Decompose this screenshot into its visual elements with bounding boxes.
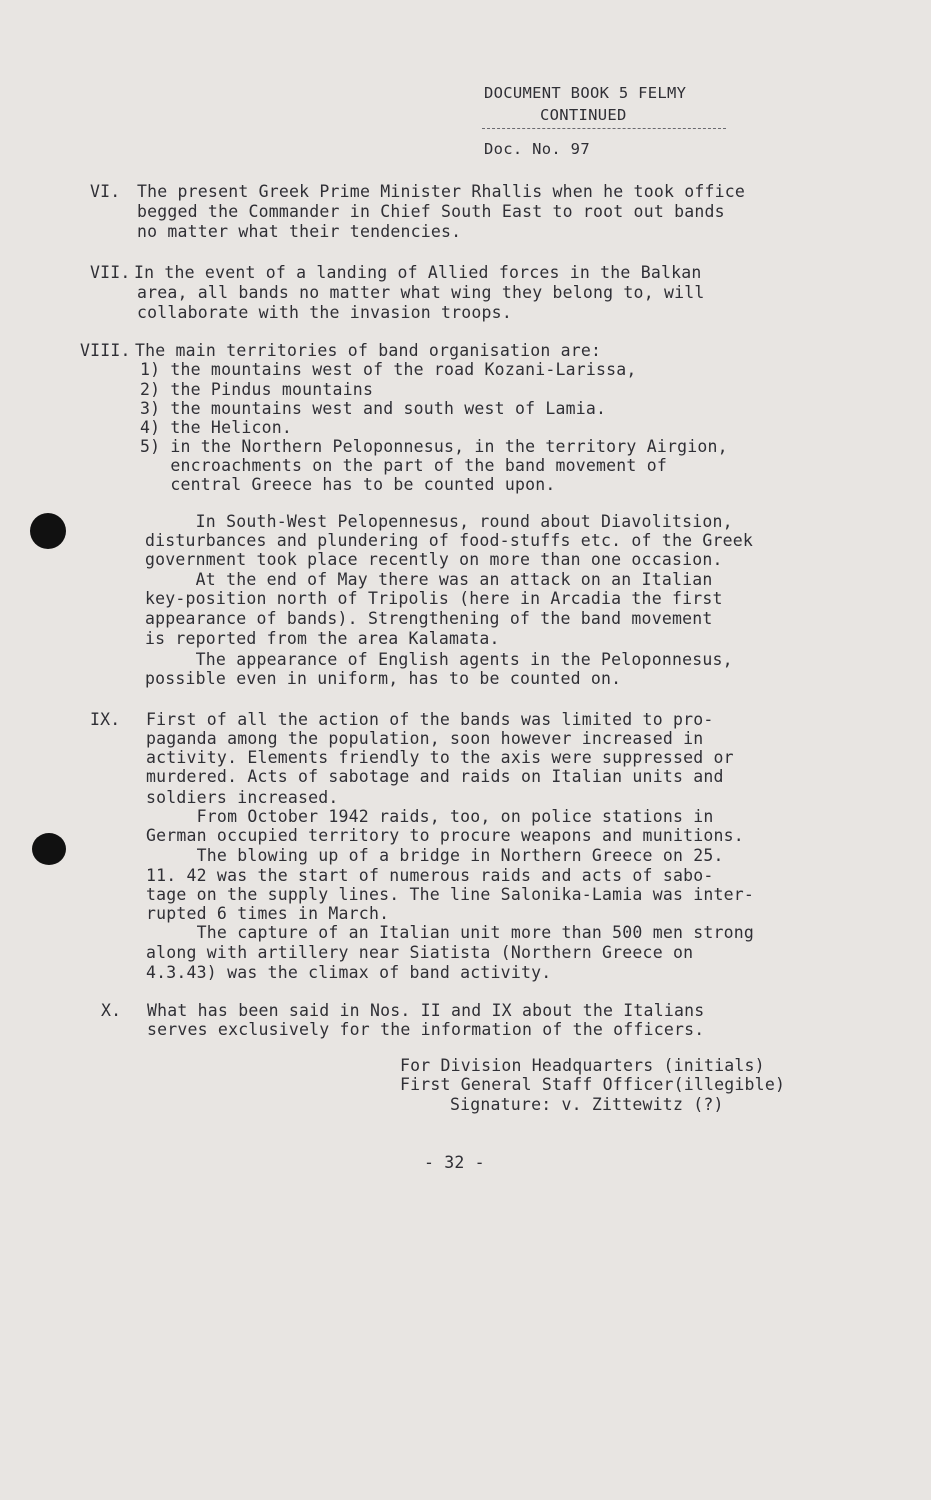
section-ix-line: German occupied territory to procure weapons and munitions. bbox=[146, 826, 744, 845]
peloponnesus-paragraph-line: possible even in uniform, has to be counted on. bbox=[145, 669, 622, 688]
section-ix-line: rupted 6 times in March. bbox=[146, 904, 390, 923]
section-vi-line: no matter what their tendencies. bbox=[137, 222, 462, 241]
section-ix-line: 11. 42 was the start of numerous raids and acts of sabo- bbox=[146, 866, 714, 885]
territory-item: central Greece has to be counted upon. bbox=[140, 475, 556, 494]
section-viii-intro: The main territories of band organisation are: bbox=[135, 341, 602, 360]
section-viii-number: VIII. bbox=[80, 341, 131, 360]
section-vii-number: VII. bbox=[90, 263, 131, 282]
section-ix-line: From October 1942 raids, too, on police stations in bbox=[146, 807, 714, 826]
section-vi-line: The present Greek Prime Minister Rhallis when he took office bbox=[137, 182, 746, 201]
section-ix-line: paganda among the population, soon however increased in bbox=[146, 729, 704, 748]
signature-line: For Division Headquarters (initials) bbox=[400, 1056, 765, 1075]
section-vii-line: In the event of a landing of Allied forces in the Balkan bbox=[134, 263, 702, 282]
section-ix-line: First of all the action of the bands was limited to pro- bbox=[146, 710, 714, 729]
punch-hole-bottom bbox=[32, 833, 66, 865]
section-ix-line: soldiers increased. bbox=[146, 788, 339, 807]
section-x-line: What has been said in Nos. II and IX about the Italians bbox=[147, 1001, 705, 1020]
section-x-number: X. bbox=[101, 1001, 122, 1020]
territory-item: 4) the Helicon. bbox=[140, 418, 293, 437]
section-ix-line: The blowing up of a bridge in Northern Greece on 25. bbox=[146, 846, 724, 865]
page-number: - 32 - bbox=[424, 1153, 485, 1172]
section-vii-line: area, all bands no matter what wing they belong to, will bbox=[137, 283, 705, 302]
continued-label: CONTINUED bbox=[540, 106, 627, 124]
section-vi-line: begged the Commander in Chief South East to root out bands bbox=[137, 202, 725, 221]
section-ix-line: activity. Elements friendly to the axis were suppressed or bbox=[146, 748, 734, 767]
peloponnesus-paragraph-line: The appearance of English agents in the Peloponnesus, bbox=[145, 650, 733, 669]
peloponnesus-paragraph-line: key-position north of Tripolis (here in Arcadia the first bbox=[145, 589, 723, 608]
peloponnesus-paragraph-line: disturbances and plundering of food-stuffs etc. of the Greek bbox=[145, 531, 754, 550]
section-ix-line: along with artillery near Siatista (Northern Greece on bbox=[146, 943, 694, 962]
signature-line: First General Staff Officer(illegible) bbox=[400, 1075, 786, 1094]
peloponnesus-paragraph-line: At the end of May there was an attack on an Italian bbox=[145, 570, 713, 589]
territory-item: 1) the mountains west of the road Kozani-Larissa, bbox=[140, 360, 637, 379]
document-number: Doc. No. 97 bbox=[484, 140, 590, 158]
territory-item: 2) the Pindus mountains bbox=[140, 380, 374, 399]
territory-item: 5) in the Northern Peloponnesus, in the territory Airgion, bbox=[140, 437, 728, 456]
document-book-title: DOCUMENT BOOK 5 FELMY bbox=[484, 84, 687, 102]
section-vii-line: collaborate with the invasion troops. bbox=[137, 303, 512, 322]
section-vi-number: VI. bbox=[90, 182, 121, 201]
section-ix-line: 4.3.43) was the climax of band activity. bbox=[146, 963, 552, 982]
header-rule bbox=[482, 128, 726, 129]
signature-line: Signature: v. Zittewitz (?) bbox=[450, 1095, 724, 1114]
section-ix-line: The capture of an Italian unit more than 500 men strong bbox=[146, 923, 755, 942]
punch-hole-top bbox=[30, 513, 66, 549]
peloponnesus-paragraph-line: government took place recently on more than one occasion. bbox=[145, 550, 723, 569]
section-ix-line: murdered. Acts of sabotage and raids on Italian units and bbox=[146, 767, 724, 786]
peloponnesus-paragraph-line: appearance of bands). Strengthening of the band movement bbox=[145, 609, 713, 628]
section-ix-number: IX. bbox=[90, 710, 121, 729]
section-x-line: serves exclusively for the information of the officers. bbox=[147, 1020, 705, 1039]
territory-item: encroachments on the part of the band movement of bbox=[140, 456, 667, 475]
section-ix-line: tage on the supply lines. The line Salonika-Lamia was inter- bbox=[146, 885, 755, 904]
peloponnesus-paragraph-line: is reported from the area Kalamata. bbox=[145, 629, 500, 648]
peloponnesus-paragraph-line: In South-West Pelopennesus, round about Diavolitsion, bbox=[145, 512, 733, 531]
territory-item: 3) the mountains west and south west of Lamia. bbox=[140, 399, 607, 418]
